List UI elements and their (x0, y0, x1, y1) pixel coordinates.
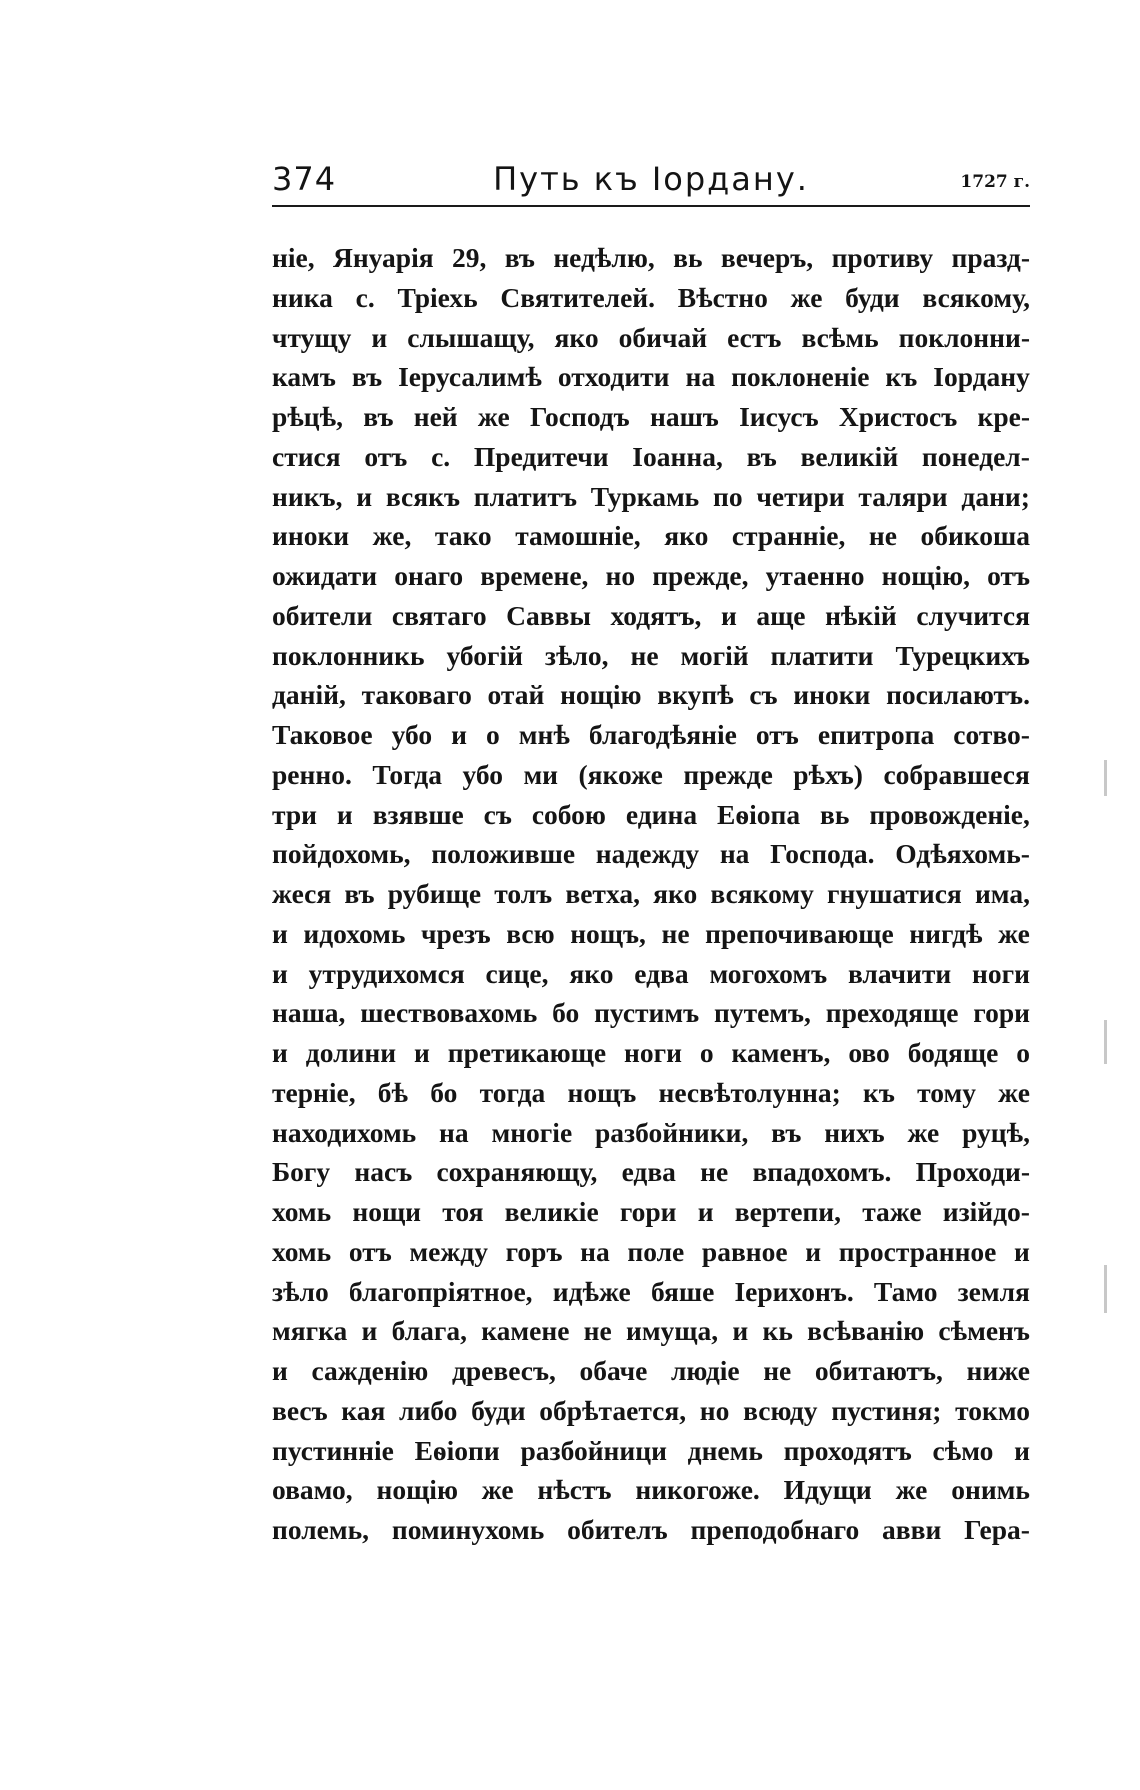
body-text (272, 238, 1030, 1550)
text-line: мягка и блага, камене не имуща, и кь всѣванію сѣменъ (272, 1315, 1030, 1347)
text-line: хомь нощи тоя великіе гори и вертепи, таже изійдо- (272, 1196, 1030, 1227)
text-line: камъ въ Іерусалимѣ отходити на поклоненіе къ Іордану (272, 361, 1030, 393)
text-line: ника с. Тріехь Святителей. Вѣстно же буди всякому, (272, 281, 1030, 313)
text-line: никъ, и всякъ платитъ Туркамь по четири таляри дани; (272, 480, 1030, 512)
text-line: полемь, поминухомь обителъ преподобнаго авви Гера- (272, 1514, 1030, 1545)
text-line: овамо, нощію же нѣстъ никогоже. Идущи же онимь (272, 1474, 1030, 1506)
text-line: весъ кая либо буди обрѣтается, но всюду пустиня; токмо (272, 1394, 1030, 1426)
text-line: ожидати онаго времене, но прежде, утаенно нощію, отъ (272, 560, 1030, 591)
text-line: находихомь на многіе разбойники, въ нихъ же руцѣ, (272, 1116, 1030, 1148)
scan-edge-mark (1104, 1265, 1107, 1313)
scan-edge-mark (1104, 1020, 1107, 1064)
text-line: Таковое убо и о мнѣ благодѣяніе отъ епитропа сотво- (272, 719, 1030, 750)
text-line: даній, таковаго отай нощію вкупѣ съ иноки посилаютъ. (272, 679, 1030, 711)
text-line: зѣло благопріятное, идѣже бяше Іерихонъ. Тамо земля (272, 1275, 1030, 1307)
running-title: Путь къ Іордану. (493, 160, 809, 198)
text-line: жеся въ рубище толъ ветха, яко всякому гнушатися има, (272, 878, 1030, 909)
text-line: терніе, бѣ бо тогда нощъ несвѣтолунна; къ тому же (272, 1076, 1030, 1108)
text-line: чтущу и слышащу, яко обичай естъ всѣмь поклонни- (272, 321, 1030, 353)
text-line: Богу насъ сохраняющу, едва не впадохомъ. Проходи- (272, 1156, 1030, 1188)
text-line: три и взявше съ собою едина Еѳіопа вь провожденіе, (272, 798, 1030, 830)
header-rule (272, 205, 1030, 207)
text-line: пустинніе Еѳіопи разбойници днемь проходятъ сѣмо и (272, 1434, 1030, 1466)
running-header (272, 160, 1030, 208)
text-line: ніе, Януарія 29, въ недѣлю, вь вечеръ, противу празд- (272, 242, 1030, 273)
text-line: хомь отъ между горъ на поле равное и пространное и (272, 1235, 1030, 1267)
scan-edge-mark (1104, 760, 1107, 796)
text-line: и утрудихомся сице, яко едва могохомъ влачити ноги (272, 957, 1030, 989)
text-line: иноки же, тако тамошніе, яко странніе, не обикоша (272, 520, 1030, 552)
text-line: рѣцѣ, въ ней же Господъ нашъ Іисусъ Христосъ кре- (272, 401, 1030, 432)
text-line: обители святаго Саввы ходятъ, и аще нѣкій случится (272, 599, 1030, 631)
text-line: ренно. Тогда убо ми (якоже прежде рѣхъ) собравшеся (272, 758, 1030, 790)
text-line: стися отъ с. Предитечи Іоанна, въ великій понедел- (272, 440, 1030, 472)
year-marginal-note: 1727 г. (960, 172, 1030, 192)
text-line: поклонникь убогій зѣло, не могій платити Турецкихъ (272, 639, 1030, 671)
text-line: и сажденію древесъ, обаче людіе не обитаютъ, ниже (272, 1355, 1030, 1386)
page-number: 374 (272, 160, 337, 198)
text-line: пойдохомь, положивше надежду на Господа. Одѣяхомь- (272, 838, 1030, 870)
text-line: и идохомь чрезъ всю нощъ, не препочивающе нигдѣ же (272, 917, 1030, 949)
text-line: наша, шествовахомь бо пустимъ путемъ, преходяще гори (272, 997, 1030, 1029)
text-line: и долини и претикающе ноги о каменъ, ово бодяще о (272, 1037, 1030, 1068)
